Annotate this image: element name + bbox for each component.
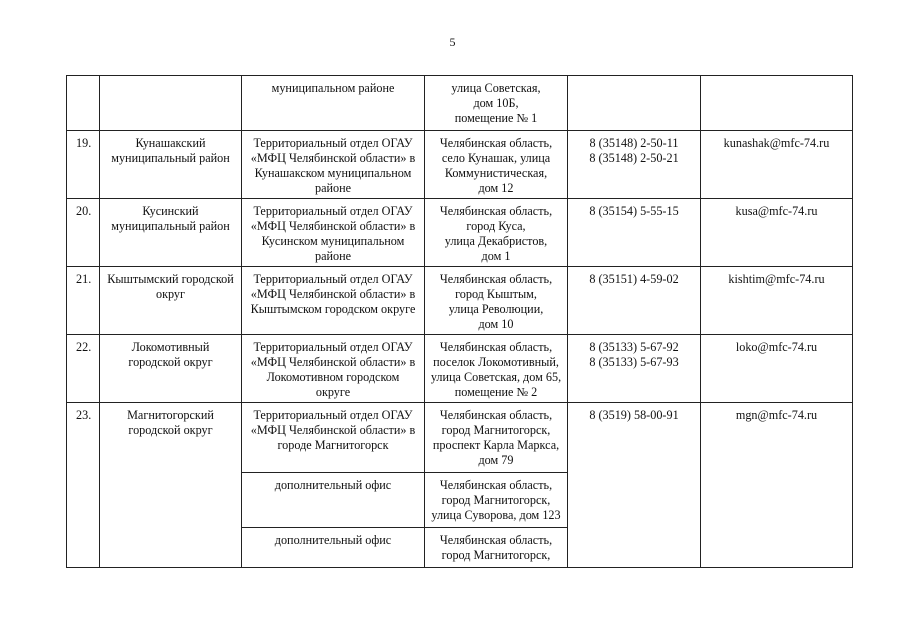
email-address: kishtim@mfc-74.ru (728, 272, 825, 286)
phone-cell (568, 76, 701, 131)
address-cell (425, 131, 568, 199)
district-cell (100, 76, 242, 131)
email-address: loko@mfc-74.ru (735, 340, 818, 354)
district-line: Кунашакский (135, 136, 206, 150)
district-line: Кыштымский городской (107, 272, 234, 286)
office-line: Территориальный отдел ОГАУ (253, 136, 413, 150)
district-line: Локомотивный (131, 340, 210, 354)
office-line: «МФЦ Челябинской области» в (250, 287, 416, 301)
office-cell (242, 528, 425, 568)
address-cell (425, 528, 568, 568)
address-line: улица Советская, дом 65, (430, 370, 562, 384)
address-line: улица Советская, (451, 81, 541, 95)
row-number-cell: 20. (67, 199, 100, 267)
address-line: дом 79 (478, 453, 514, 467)
district-cell (100, 267, 242, 335)
email-cell (701, 267, 853, 335)
office-cell (242, 131, 425, 199)
office-line: Территориальный отдел ОГАУ (253, 340, 413, 354)
email-address: kunashak@mfc-74.ru (723, 136, 830, 150)
office-line: Локомотивном городском (266, 370, 400, 384)
address-cell (425, 335, 568, 403)
phone-number: 8 (3519) 58-00-91 (589, 408, 679, 422)
office-line: Территориальный отдел ОГАУ (253, 408, 413, 422)
office-line: дополнительный офис (274, 533, 392, 547)
address-line: поселок Локомотивный, (433, 355, 559, 369)
address-line: дом 10Б, (473, 96, 519, 110)
district-line: Магнитогорский (127, 408, 214, 422)
row-number-cell (67, 76, 100, 131)
phone-number: 8 (35148) 2-50-21 (589, 151, 679, 165)
office-line: Кыштымском городском округе (250, 302, 416, 316)
office-line: городе Магнитогорск (277, 438, 389, 452)
phone-cell (568, 403, 701, 568)
row-number-cell: 19. (67, 131, 100, 199)
district-cell (100, 403, 242, 568)
phone-number: 8 (35133) 5-67-92 (589, 340, 679, 354)
address-line: город Магнитогорск, (441, 548, 551, 562)
phone-number: 8 (35154) 5-55-15 (589, 204, 679, 218)
table-row (67, 403, 853, 473)
phone-cell (568, 267, 701, 335)
office-line: «МФЦ Челябинской области» в (250, 219, 416, 233)
office-cell (242, 335, 425, 403)
phone-number: 8 (35151) 4-59-02 (589, 272, 679, 286)
district-cell (100, 131, 242, 199)
table-row (67, 267, 853, 335)
address-line: проспект Карла Маркса, (432, 438, 560, 452)
row-number-cell: 21. (67, 267, 100, 335)
office-line: дополнительный офис (274, 478, 392, 492)
office-cell (242, 199, 425, 267)
address-line: помещение № 1 (454, 111, 538, 125)
office-cell (242, 76, 425, 131)
office-line: районе (314, 249, 352, 263)
table-row (67, 199, 853, 267)
office-cell (242, 267, 425, 335)
address-line: дом 1 (481, 249, 511, 263)
table-row (67, 76, 853, 131)
address-line: дом 10 (478, 317, 514, 331)
address-cell (425, 267, 568, 335)
address-line: Коммунистическая, (444, 166, 548, 180)
mfc-offices-table (66, 75, 853, 568)
address-line: Челябинская область, (439, 533, 553, 547)
email-address: kusa@mfc-74.ru (735, 204, 818, 218)
address-line: Челябинская область, (439, 340, 553, 354)
table-row (67, 335, 853, 403)
address-line: село Кунашак, улица (441, 151, 551, 165)
office-line: «МФЦ Челябинской области» в (250, 355, 416, 369)
address-line: помещение № 2 (454, 385, 538, 399)
office-line: «МФЦ Челябинской области» в (250, 151, 416, 165)
address-line: улица Декабристов, (444, 234, 548, 248)
office-line: Территориальный отдел ОГАУ (253, 204, 413, 218)
office-line: Кунашакском муниципальном (254, 166, 412, 180)
row-number-cell: 22. (67, 335, 100, 403)
address-line: город Кыштым, (455, 287, 537, 301)
district-cell (100, 199, 242, 267)
office-cell (242, 403, 425, 473)
address-line: Челябинская область, (439, 272, 553, 286)
phone-number: 8 (35148) 2-50-11 (589, 136, 679, 150)
district-cell (100, 335, 242, 403)
office-line: районе (314, 181, 352, 195)
phone-cell (568, 335, 701, 403)
email-cell (701, 76, 853, 131)
email-cell (701, 199, 853, 267)
office-line: муниципальном районе (271, 81, 395, 95)
office-line: Кусинском муниципальном (261, 234, 405, 248)
district-line: городской округ (128, 423, 213, 437)
email-cell (701, 335, 853, 403)
email-cell (701, 403, 853, 568)
phone-number: 8 (35133) 5-67-93 (589, 355, 679, 369)
office-line: «МФЦ Челябинской области» в (250, 423, 416, 437)
district-line: Кусинский (142, 204, 199, 218)
district-line: округ (155, 287, 186, 301)
address-line: город Куса, (466, 219, 526, 233)
address-cell (425, 76, 568, 131)
page-number: 5 (449, 35, 456, 49)
row-number-cell: 23. (67, 403, 100, 568)
address-line: Челябинская область, (439, 478, 553, 492)
table-row (67, 131, 853, 199)
email-cell (701, 131, 853, 199)
email-address: mgn@mfc-74.ru (735, 408, 818, 422)
address-line: улица Суворова, дом 123 (431, 508, 561, 522)
address-line: Челябинская область, (439, 204, 553, 218)
address-line: город Магнитогорск, (441, 493, 551, 507)
address-cell (425, 199, 568, 267)
address-line: дом 12 (478, 181, 514, 195)
address-line: город Магнитогорск, (441, 423, 551, 437)
phone-cell (568, 131, 701, 199)
district-line: городской округ (128, 355, 213, 369)
district-line: муниципальный район (111, 151, 230, 165)
address-line: улица Революции, (448, 302, 544, 316)
district-line: муниципальный район (111, 219, 230, 233)
address-line: Челябинская область, (439, 408, 553, 422)
address-cell (425, 473, 568, 528)
address-line: Челябинская область, (439, 136, 553, 150)
office-line: Территориальный отдел ОГАУ (253, 272, 413, 286)
office-line: округе (315, 385, 351, 399)
address-cell (425, 403, 568, 473)
phone-cell (568, 199, 701, 267)
office-cell (242, 473, 425, 528)
